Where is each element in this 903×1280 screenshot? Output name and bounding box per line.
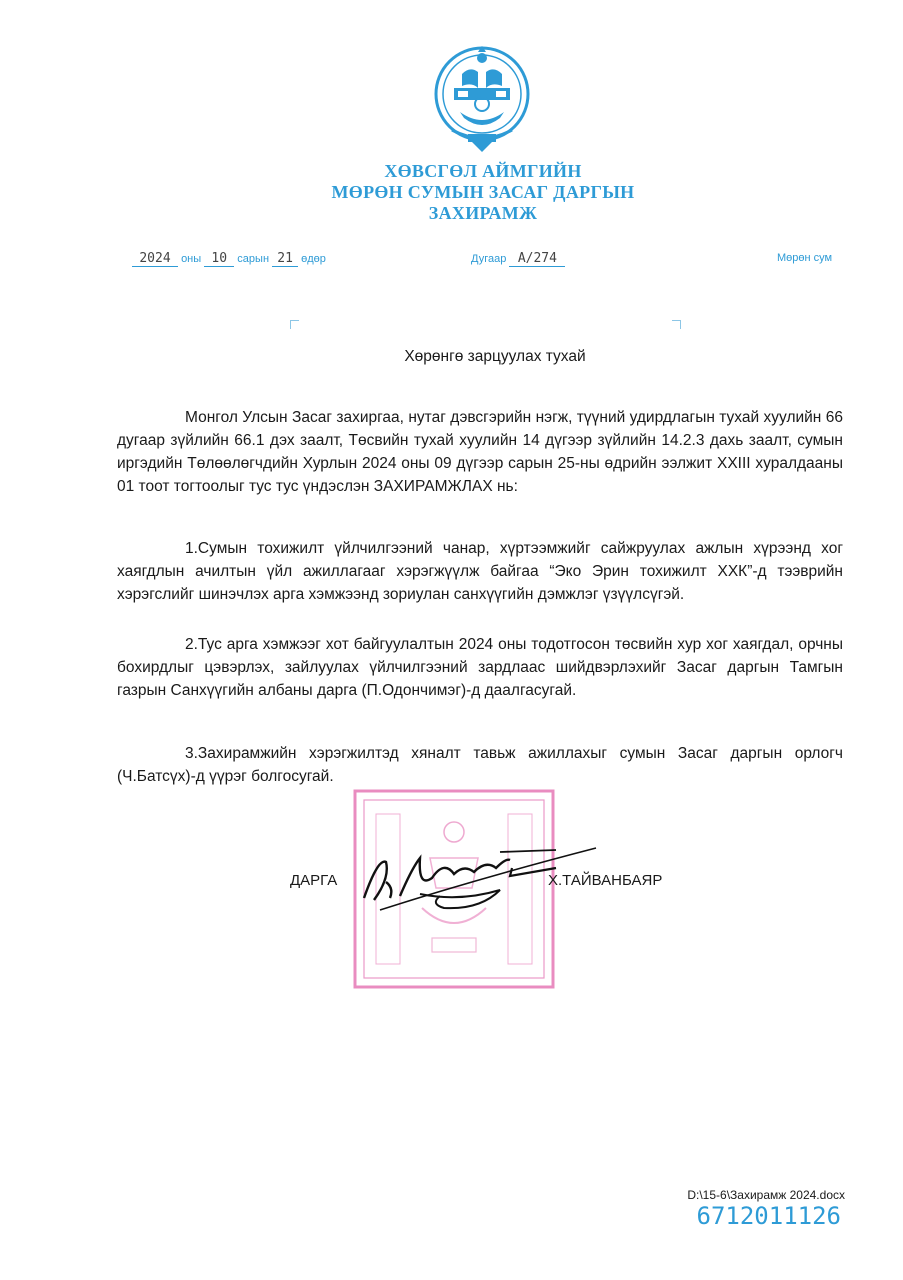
- order-item-1: 1.Сумын тохижилт үйлчилгээний чанар, хүртээмжийг сайжруулах ажлын хүрээнд хог хаягдлын ачилтын үйл ажиллагааг хэрэгжүүлж байгаа “Эко Эрин тохижилт ХХК”-д тээврийн хэрэгслийг шинэчлэх арга хэмжээнд зориулан санхүүгийн дэмжлэг үзүүлсүгэй.: [117, 540, 843, 603]
- file-path: D:\15-6\Захирамж 2024.docx: [687, 1188, 845, 1202]
- order-item-3: 3.Захирамжийн хэрэгжилтэд хяналт тавьж ажиллахыг сумын Засаг даргын орлогч (Ч.Батсүх)-д үүрэг болгосугай.: [117, 745, 843, 785]
- date-field: [132, 252, 326, 267]
- day-suffix: өдөр: [301, 253, 326, 265]
- registration-number: 6712011126: [696, 1202, 841, 1230]
- document-type-title: ЗАХИРАМЖ: [428, 203, 538, 223]
- date-year: 2024: [132, 252, 178, 267]
- number-field: [471, 252, 565, 267]
- handwritten-signature-icon: [360, 838, 600, 918]
- place-label: Мөрөн сум: [777, 252, 833, 264]
- order-item-2: 2.Тус арга хэмжээг хот байгуулалтын 2024 оны тодотгосон төсвийн хур хог хаягдал, орчны бохирдлыг цэвэрлэх, зайлуулах үйлчилгээний зардлаас шийдвэрлэхийг Засаг даргын Тамгын газрын Санхүүгийн албаны дарга (П.Одончимэг)-д даалгасугай.: [117, 636, 843, 699]
- date-day: 21: [272, 252, 298, 267]
- month-suffix: сарын: [237, 253, 270, 265]
- date-month: 10: [204, 252, 234, 267]
- document-subject: Хөрөнгө зарцуулах тухай: [404, 348, 586, 365]
- issuer-line-1: ХӨВСГӨЛ АЙМГИЙН: [384, 161, 582, 181]
- preamble-paragraph: Монгол Улсын Засаг захиргаа, нутаг дэвсгэрийн нэгж, түүний удирдлагын тухай хуулийн 66 дугаар зүйлийн 66.1 дэх заалт, Төсвийн тухай хуулийн 14 дүгээр зүйлийн 14.2.3 дахь заалт, сумын иргэдийн Төлөөлөгчдийн Хурлын 2024 оны 09 дүгээр сарын 25-ны өдрийн ээлжит XXIII хуралдааны 01 тоот тогтоолыг тус тус үндэслэн ЗАХИРАМЖЛАХ нь:: [117, 409, 843, 495]
- corner-mark-left: [290, 320, 299, 329]
- issuer-line-2: МӨРӨН СУМЫН ЗАСАГ ДАРГЫН: [331, 182, 635, 202]
- number-label: Дугаар: [471, 253, 507, 265]
- year-suffix: оны: [181, 253, 202, 265]
- signatory-name: Х.ТАЙВАНБАЯР: [548, 872, 663, 889]
- corner-mark-right: [672, 320, 681, 329]
- state-emblem-icon: [432, 42, 532, 154]
- signatory-position: ДАРГА: [290, 872, 338, 889]
- document-number: А/274: [509, 252, 565, 267]
